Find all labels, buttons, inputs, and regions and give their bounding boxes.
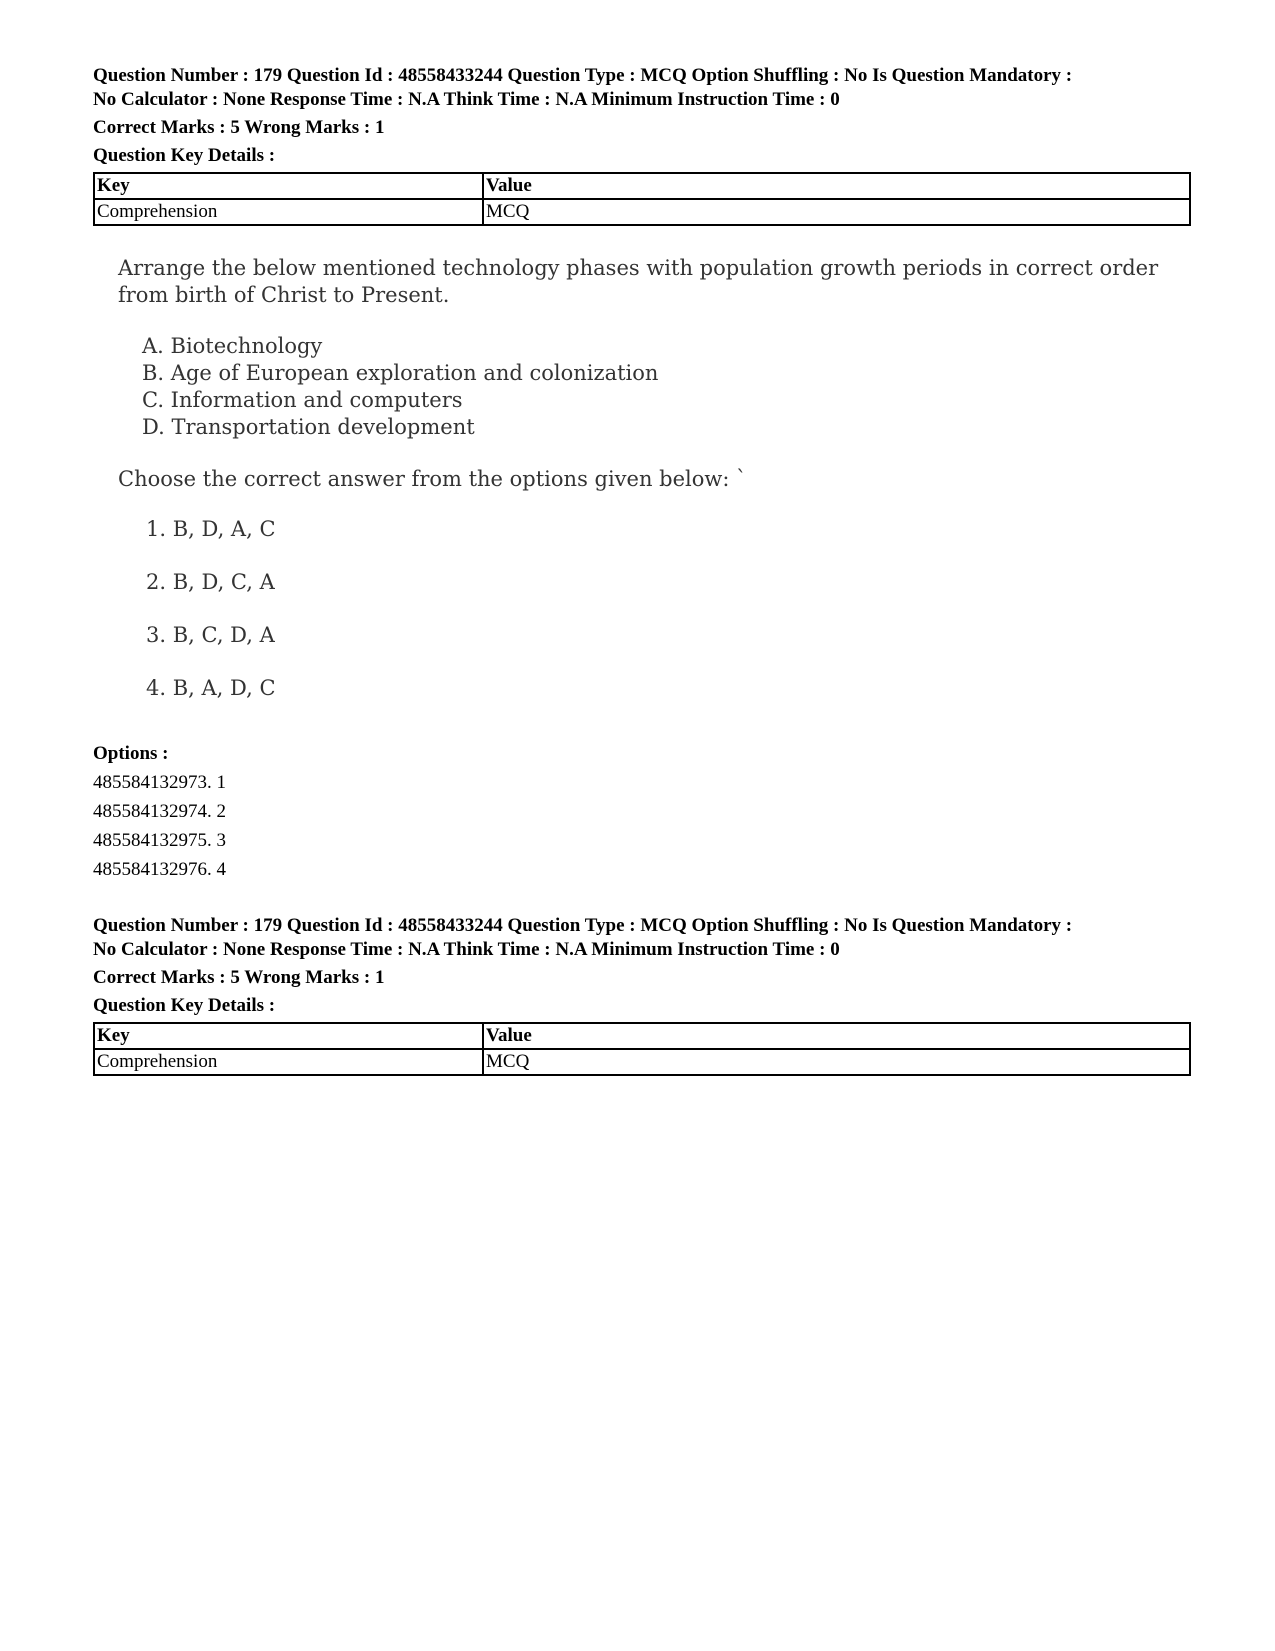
table-header-row (94, 173, 1190, 199)
table-row (94, 1049, 1190, 1075)
question-meta-line-2: No Calculator : None Response Time : N.A Think Time : N.A Minimum Instruction Time : 0 (93, 939, 840, 960)
answer-item: 3. B, C, D, A (146, 623, 275, 647)
statement-list (118, 333, 1178, 441)
answer-item: 4. B, A, D, C (146, 676, 276, 700)
table-cell-value: MCQ (483, 1049, 1190, 1075)
options-title: Options : (93, 743, 169, 764)
key-details-title: Question Key Details : (93, 995, 276, 1016)
question-meta-line-1: Question Number : 179 Question Id : 48558433244 Question Type : MCQ Option Shuffling : No Is Question Mandatory : (93, 65, 1073, 86)
option-item: 485584132976. 4 (93, 859, 226, 880)
answer-item: 1. B, D, A, C (146, 517, 276, 541)
table-cell-key: Comprehension (94, 1049, 483, 1075)
option-item: 485584132973. 1 (93, 772, 226, 793)
table-header-value: Value (483, 1023, 1190, 1049)
answer-list (118, 516, 1178, 728)
key-details-title: Question Key Details : (93, 145, 276, 166)
question-meta-line-2: No Calculator : None Response Time : N.A Think Time : N.A Minimum Instruction Time : 0 (93, 89, 840, 110)
marks-line: Correct Marks : 5 Wrong Marks : 1 (93, 967, 385, 988)
answer-item: 2. B, D, C, A (146, 570, 275, 594)
table-row (94, 199, 1190, 225)
option-item: 485584132974. 2 (93, 801, 226, 822)
marks-line: Correct Marks : 5 Wrong Marks : 1 (93, 117, 385, 138)
question-header-1 (93, 64, 1193, 226)
key-details-table (93, 1022, 1191, 1076)
statement-item: B. Age of European exploration and colonization (142, 361, 659, 385)
question-meta-line-1: Question Number : 179 Question Id : 48558433244 Question Type : MCQ Option Shuffling : No Is Question Mandatory : (93, 915, 1073, 936)
statement-item: D. Transportation development (142, 415, 475, 439)
question-header-2 (93, 914, 1193, 1076)
option-item: 485584132975. 3 (93, 830, 226, 851)
statement-item: A. Biotechnology (142, 334, 323, 358)
table-header-row (94, 1023, 1190, 1049)
statement-item: C. Information and computers (142, 388, 463, 412)
table-header-key: Key (94, 1023, 483, 1049)
table-cell-value: MCQ (483, 199, 1190, 225)
choose-instruction: Choose the correct answer from the options given below: ` (118, 467, 747, 491)
options-section (93, 740, 226, 884)
question-text: Arrange the below mentioned technology phases with population growth periods in correct order from birth of Christ to Present. (118, 256, 1159, 307)
table-header-value: Value (483, 173, 1190, 199)
table-cell-key: Comprehension (94, 199, 483, 225)
table-header-key: Key (94, 173, 483, 199)
question-body (118, 255, 1178, 728)
key-details-table (93, 172, 1191, 226)
